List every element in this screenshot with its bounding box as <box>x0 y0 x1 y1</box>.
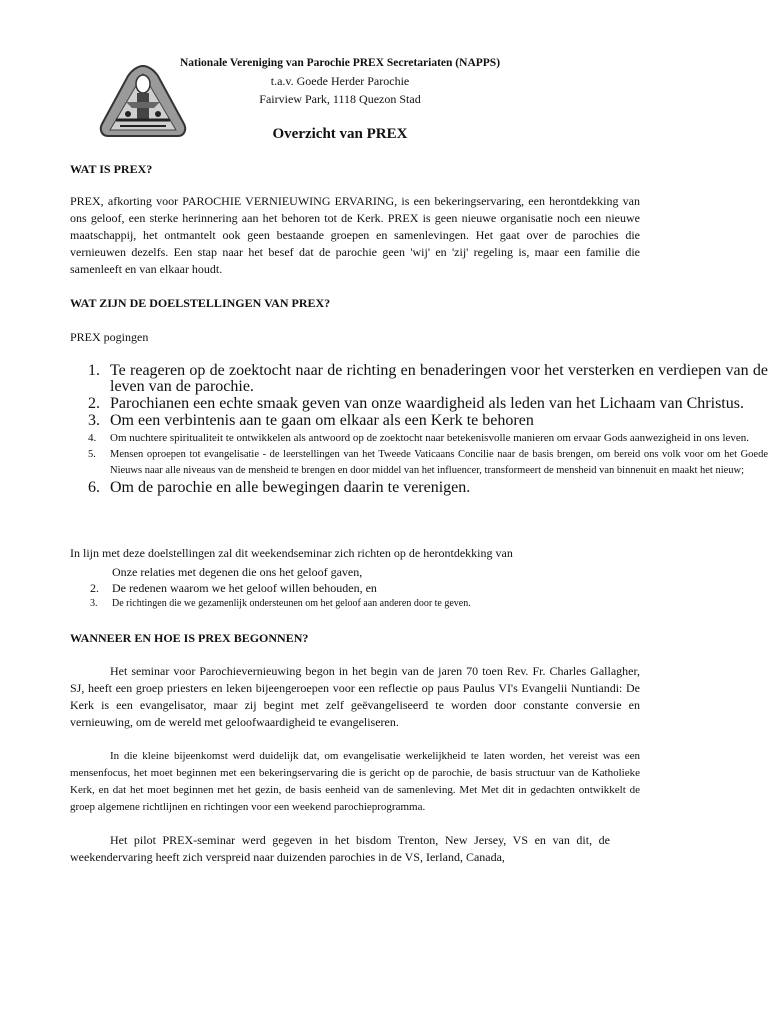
section-heading-what: WAT IS PREX? <box>70 162 153 176</box>
paragraph-history-2: In die kleine bijeenkomst werd duidelijk dat, om evangelisatie werkelijkheid te laten worden, het vereist was een mensenfocus, het moet beginnen met een bekeringservaring die is gericht op de parochie, de basis structuur van de Katholieke Kerk, en dat het moet beginnen met het gezin, de basis eenheid van de samenleving. Met Met dit in gedachten ontwikkelt de groep algemene richtlijnen en richtingen voor een weekend parochieprogramma. <box>70 750 640 813</box>
address-line: Fairview Park, 1118 Quezon Stad <box>259 92 421 106</box>
goals-list <box>88 363 768 496</box>
organization-name: Nationale Vereniging van Parochie PREX Secretariaten (NAPPS) <box>179 57 501 69</box>
attention-line: t.a.v. Goede Herder Parochie <box>270 74 410 88</box>
list-item: 1. Te reageren op de zoektocht naar de richting en benaderingen voor het versterken en verdiepen van de leven van de parochie. <box>88 362 768 395</box>
list-item: 3. Om een verbintenis aan te gaan om elkaar als een Kerk te behoren <box>88 412 534 429</box>
document-title: Overzicht van PREX <box>272 126 408 142</box>
list-item: 2. De redenen waarom we het geloof willen behouden, en <box>90 581 377 595</box>
focus-list <box>90 564 540 612</box>
list-item: 5. Mensen oproepen tot evangelisatie - de leerstellingen van het Tweede Vaticaans Concilie naar de basis brengen, om bereid ons volk voor om het Goede Nieuws naar alle niveaus van de mensheid te brengen en door middel van het influencer, transformeert de mensheid van binnenuit en maakt het nieuw; <box>88 449 768 476</box>
list-item: 6. Om de parochie en alle bewegingen daarin te verenigen. <box>88 479 471 496</box>
list-item: Onze relaties met degenen die ons het geloof gaven, <box>112 565 363 579</box>
list-item: 4. Om nuchtere spiritualiteit te ontwikkelen als antwoord op de zoektocht naar betekenisvolle manieren om ervaar Gods aanwezigheid in ons leven. <box>88 432 750 444</box>
paragraph-history-3: Het pilot PREX-seminar werd gegeven in het bisdom Trenton, New Jersey, VS en van dit, de weekendervaring heeft zich verspreid naar duizenden parochies in de VS, Ierland, Canada, <box>70 833 610 864</box>
list-item: 3. De richtingen die we gezamenlijk ondersteunen om het geloof aan anderen door te geven. <box>90 598 471 609</box>
section-heading-goals: WAT ZIJN DE DOELSTELLINGEN VAN PREX? <box>70 296 331 310</box>
paragraph-what-is-prex: PREX, afkorting voor PAROCHIE VERNIEUWING ERVARING, is een bekeringservaring, een herontdekking van ons geloof, een sterke herinnering aan het behoren tot de Kerk. PREX is geen nieuwe organisatie noch een nieuwe maatschappij, het ontmantelt ook geen bestaande groepen en samenlevingen. Het gaat over de parochies die vernieuwen dezelfs. Een stap naar het besef dat de parochie geen 'wij' en 'zij' regeling is, maar een familie die samenleeft en van elkaar houdt. <box>70 194 640 276</box>
goals-intro: PREX pogingen <box>70 330 149 344</box>
list-item: 2. Parochianen een echte smaak geven van onze waardigheid als leden van het Lichaam van Christus. <box>88 395 744 412</box>
focus-lead: In lijn met deze doelstellingen zal dit weekendseminar zich richten op de herontdekking van <box>70 546 513 560</box>
paragraph-history-1: Het seminar voor Parochievernieuwing begon in het begin van de jaren 70 toen Rev. Fr. Charles Gallagher, SJ, heeft een groep priesters en leken bijeengeroepen voor een reflectie op paus Paulus VI's Evangelii Nuntiandi: De Kerk is een evangelisator, maar zij begint met zelf geëvangeliseerd te worden door constante conversie en vernieuwing, om de wereld met geloofwaardigheid te evangeliseren. <box>70 664 640 729</box>
section-heading-history: WANNEER EN HOE IS PREX BEGONNEN? <box>70 631 309 645</box>
